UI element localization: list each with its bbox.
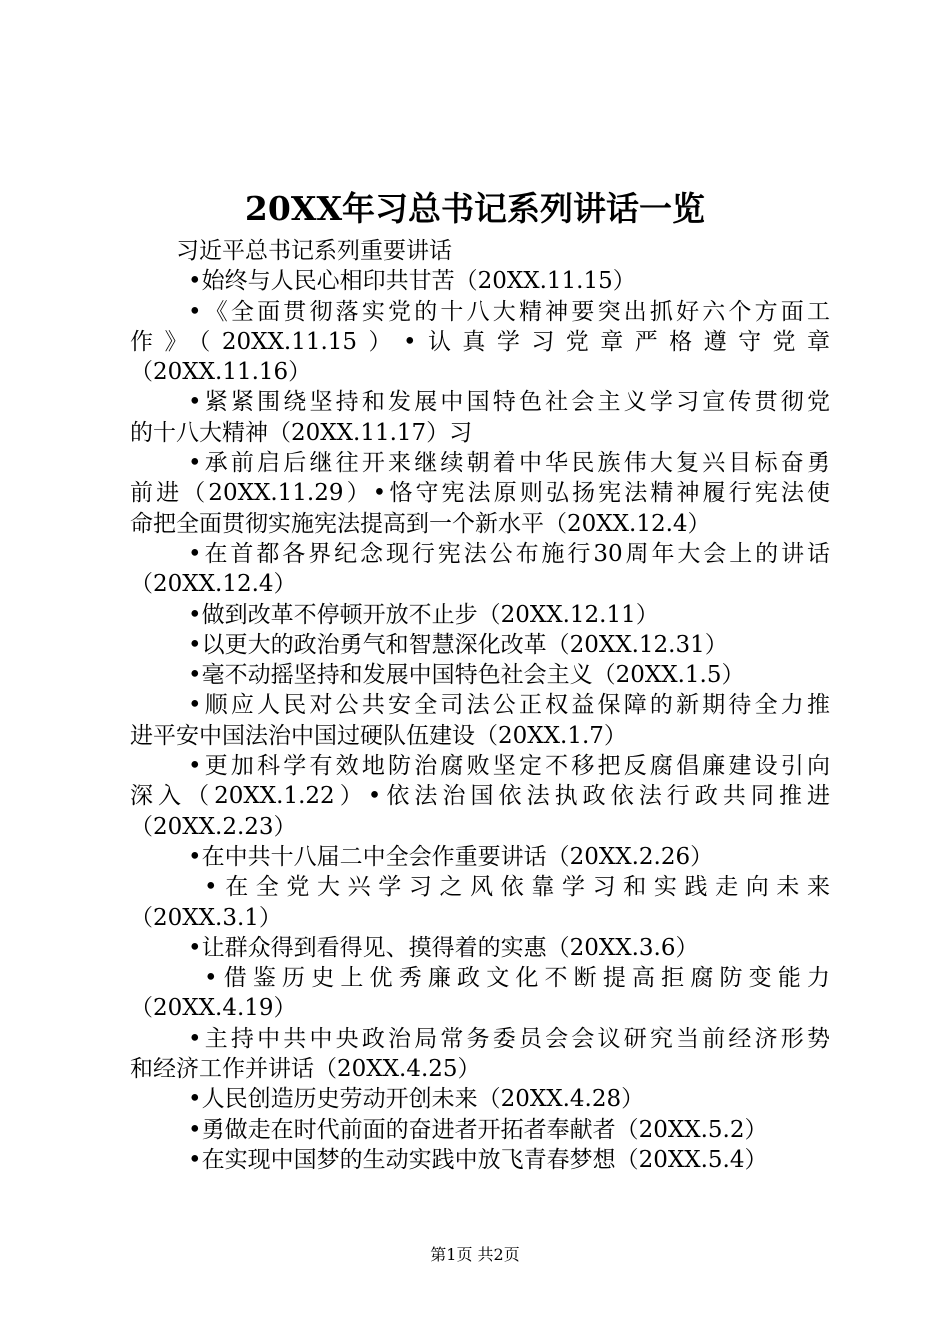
text-line: •更加科学有效地防治腐败坚定不移把反腐倡廉建设引向 bbox=[188, 753, 830, 780]
text-line: •在中共十八届二中全会作重要讲话（20XX.2.26） bbox=[188, 843, 714, 870]
text-line: •借鉴历史上优秀廉政文化不断提高拒腐防变能力 bbox=[204, 965, 830, 992]
text-line: •在实现中国梦的生动实践中放飞青春梦想（20XX.5.4） bbox=[188, 1146, 768, 1173]
page-title: 20XX年习总书记系列讲话一览 bbox=[244, 189, 706, 228]
text-line: （20XX.2.23） bbox=[130, 813, 297, 840]
text-line: 进平安中国法治中国过硬队伍建设（20XX.1.7） bbox=[130, 722, 627, 749]
text-line: •以更大的政治勇气和智慧深化改革（20XX.12.31） bbox=[188, 631, 728, 658]
text-line: •紧紧围绕坚持和发展中国特色社会主义学习宣传贯彻党 bbox=[188, 389, 830, 416]
text-line: （20XX.11.16） bbox=[130, 359, 312, 386]
text-line: •主持中共中央政治局常务委员会会议研究当前经济形势 bbox=[188, 1025, 830, 1052]
text-line: 命把全面贯彻实施宪法提高到一个新水平（20XX.12.4） bbox=[130, 510, 711, 537]
text-line: 的十八大精神（20XX.11.17）习 bbox=[130, 419, 473, 446]
text-line: •始终与人民心相印共甘苦（20XX.11.15） bbox=[188, 268, 636, 295]
text-line: •承前启后继往开来继续朝着中华民族伟大复兴目标奋勇 bbox=[188, 450, 830, 477]
text-line: 习近平总书记系列重要讲话 bbox=[176, 238, 452, 264]
text-line: •顺应人民对公共安全司法公正权益保障的新期待全力推 bbox=[188, 692, 830, 719]
text-line: 前进（20XX.11.29）•恪守宪法原则弘扬宪法精神履行宪法使 bbox=[130, 480, 830, 507]
text-line: 深入（20XX.1.22）•依法治国依法执政依法行政共同推进 bbox=[130, 783, 830, 810]
text-line: •毫不动摇坚持和发展中国特色社会主义（20XX.1.5） bbox=[188, 662, 745, 689]
text-line: （20XX.12.4） bbox=[130, 571, 297, 598]
document-body bbox=[130, 236, 830, 1175]
text-line: •做到改革不停顿开放不止步（20XX.12.11） bbox=[188, 601, 659, 628]
text-line: •让群众得到看得见、摸得着的实惠（20XX.3.6） bbox=[188, 934, 699, 961]
text-line: （20XX.3.1） bbox=[130, 904, 282, 931]
text-line: •在全党大兴学习之风依靠学习和实践走向未来 bbox=[204, 874, 830, 901]
text-line: 作》（20XX.11.15）•认真学习党章严格遵守党章 bbox=[130, 328, 830, 355]
text-line: •勇做走在时代前面的奋进者开拓者奉献者（20XX.5.2） bbox=[188, 1116, 768, 1143]
text-line: •人民创造历史劳动开创未来（20XX.4.28） bbox=[188, 1086, 645, 1113]
text-line: •在首都各界纪念现行宪法公布施行30周年大会上的讲话 bbox=[188, 540, 830, 567]
text-line: •《全面贯彻落实党的十八大精神要突出抓好六个方面工 bbox=[188, 298, 830, 325]
page-footer: 第1页 共2页 bbox=[430, 1245, 520, 1264]
text-line: （20XX.4.19） bbox=[130, 995, 297, 1022]
text-line: 和经济工作并讲话（20XX.4.25） bbox=[130, 1056, 481, 1083]
